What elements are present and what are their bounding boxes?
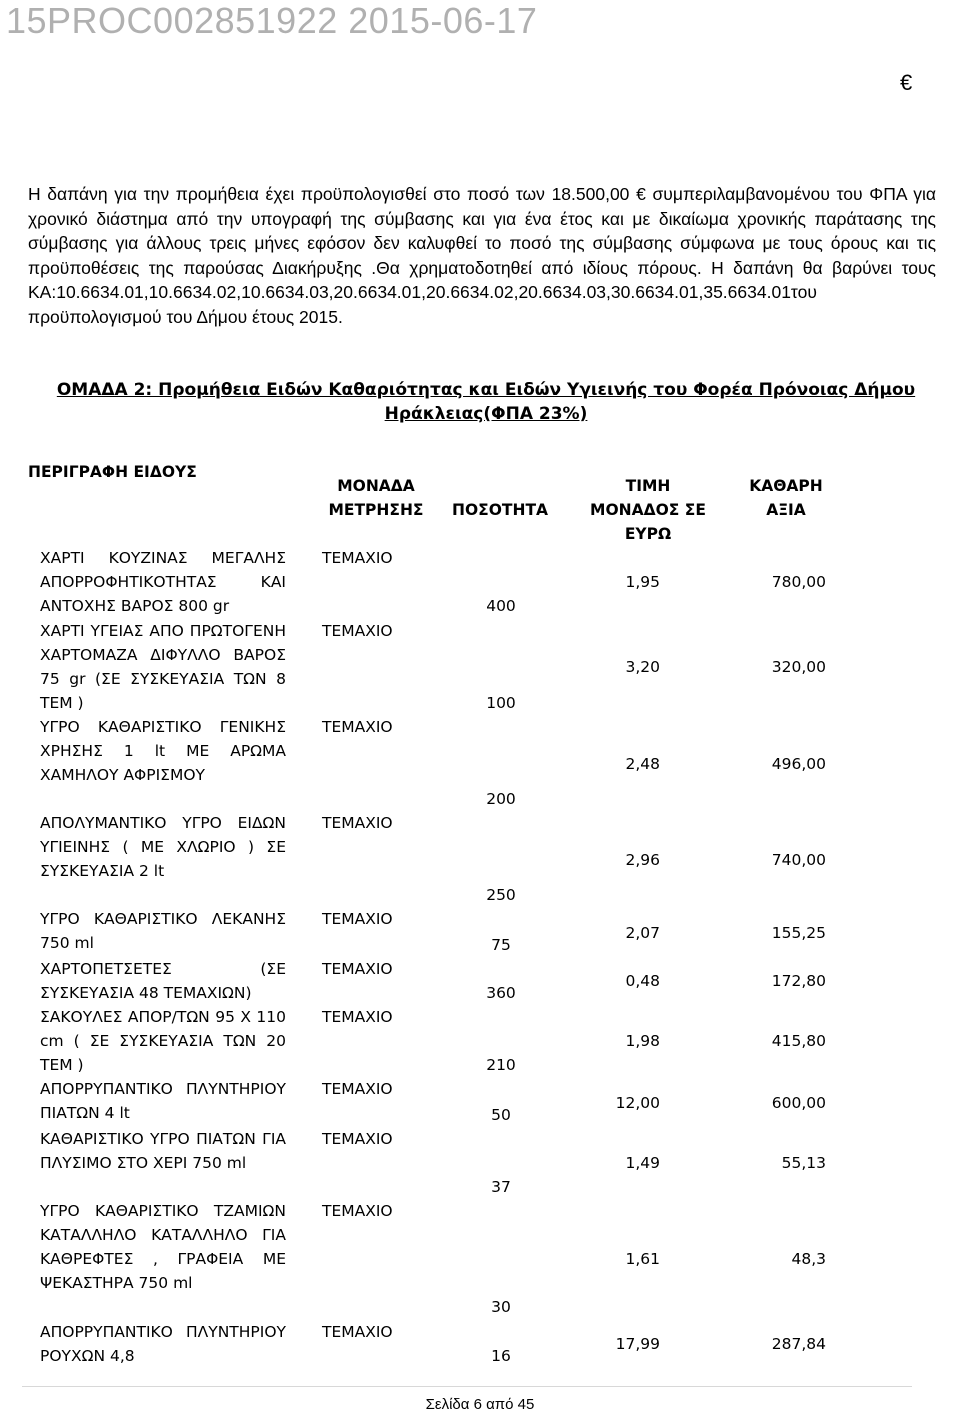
group-title-line2: Ηράκλειας(ΦΠΑ 23%) (384, 404, 588, 424)
item-unit: ΤΕΜΑΧΙΟ (322, 1323, 393, 1341)
header-quantity: ΠΟΣΟΤΗΤΑ (452, 501, 549, 519)
item-description: ΧΑΡΤΟΠΕΤΣΕΤΕΣ (ΣΕ ΣΥΣΚΕΥΑΣΙΑ 48 ΤΕΜΑΧΙΩΝ) (40, 960, 286, 1002)
item-unit: ΤΕΜΑΧΙΟ (322, 622, 393, 640)
item-description: ΑΠΟΛΥΜΑΝΤΙΚΟ ΥΓΡΟ ΕΙΔΩΝ ΥΓΙΕΙΝΗΣ ( ΜΕ ΧΛΩΡΙΟ ) ΣΕ ΣΥΣΚΕΥΑΣΙΑ 2 lt (40, 814, 286, 880)
item-description: ΣΑΚΟΥΛΕΣ ΑΠΟΡ/ΤΩΝ 95 Χ 110 cm ( ΣΕ ΣΥΣΚΕΥΑΣΙΑ ΤΩΝ 20 ΤΕΜ ) (40, 1008, 286, 1074)
table-row (0, 907, 960, 957)
item-description: ΥΓΡΟ ΚΑΘΑΡΙΣΤΙΚΟ ΛΕΚΑΝΗΣ 750 ml (40, 910, 286, 952)
item-net-value: 320,00 (771, 658, 826, 676)
item-unit: ΤΕΜΑΧΙΟ (322, 1008, 393, 1026)
group-title-line1: ΟΜΑΔΑ 2: Προμήθεια Ειδών Καθαριότητας και Ειδών Υγιεινής του Φορέα Πρόνοιας Δήμου (56, 380, 916, 400)
item-unit: ΤΕΜΑΧΙΟ (322, 549, 393, 567)
item-quantity: 360 (486, 984, 516, 1002)
item-net-value: 780,00 (771, 573, 826, 591)
item-quantity: 250 (486, 886, 516, 904)
item-unit-price: 2,07 (625, 924, 660, 942)
item-unit-price: 1,95 (625, 573, 660, 591)
item-net-value: 155,25 (771, 924, 826, 942)
item-quantity: 50 (491, 1106, 511, 1124)
item-quantity: 30 (491, 1298, 511, 1316)
item-unit: ΤΕΜΑΧΙΟ (322, 1202, 393, 1220)
intro-paragraph (28, 182, 936, 329)
item-net-value: 600,00 (771, 1094, 826, 1112)
table-row (0, 1320, 960, 1370)
group-title (12, 378, 960, 426)
item-description: ΚΑΘΑΡΙΣΤΙΚΟ ΥΓΡΟ ΠΙΑΤΩΝ ΓΙΑ ΠΛΥΣΙΜΟ ΣΤΟ ΧΕΡΙ 750 ml (40, 1130, 286, 1172)
item-quantity: 37 (491, 1178, 511, 1196)
item-description: ΑΠΟΡΡΥΠΑΝΤΙΚΟ ΠΛΥΝΤΗΡΙΟΥ ΡΟΥΧΩΝ 4,8 (40, 1323, 286, 1365)
item-unit-price: 1,98 (625, 1032, 660, 1050)
item-net-value: 287,84 (771, 1335, 826, 1353)
item-unit-price: 2,48 (625, 755, 660, 773)
item-unit-price: 3,20 (625, 658, 660, 676)
table-row (0, 1127, 960, 1199)
table-row (0, 957, 960, 1005)
table-row (0, 1077, 960, 1127)
header-description: ΠΕΡΙΓΡΑΦΗ ΕΙΔΟΥΣ (28, 463, 197, 481)
euro-symbol: € (900, 70, 913, 95)
item-unit: ΤΕΜΑΧΙΟ (322, 718, 393, 736)
item-quantity: 200 (486, 790, 516, 808)
item-net-value: 172,80 (771, 972, 826, 990)
document-id: 15PROC002851922 2015-06-17 (6, 0, 538, 41)
item-unit-price: 12,00 (615, 1094, 660, 1112)
item-net-value: 496,00 (771, 755, 826, 773)
item-unit-price: 2,96 (625, 851, 660, 869)
item-unit-price: 0,48 (625, 972, 660, 990)
item-net-value: 55,13 (781, 1154, 826, 1172)
item-quantity: 75 (491, 936, 511, 954)
table-row (0, 1005, 960, 1077)
item-description: ΧΑΡΤΙ ΚΟΥΖΙΝΑΣ ΜΕΓΑΛΗΣ ΑΠΟΡΡΟΦΗΤΙΚΟΤΗΤΑΣ ΚΑΙ ΑΝΤΟΧΗΣ ΒΑΡΟΣ 800 gr (40, 549, 286, 615)
table-row (0, 619, 960, 715)
item-description: ΧΑΡΤΙ ΥΓΕΙΑΣ ΑΠΟ ΠΡΩΤΟΓΕΝΗ ΧΑΡΤΟΜΑΖΑ ΔΙΦΥΛΛΟ ΒΑΡΟΣ 75 gr (ΣΕ ΣΥΣΚΕΥΑΣΙΑ ΤΩΝ 8 ΤΕΜ ) (40, 622, 286, 712)
item-unit-price: 1,49 (625, 1154, 660, 1172)
item-unit: ΤΕΜΑΧΙΟ (322, 814, 393, 832)
item-quantity: 400 (486, 597, 516, 615)
item-net-value: 415,80 (771, 1032, 826, 1050)
item-net-value: 740,00 (771, 851, 826, 869)
page-number: Σελίδα 6 από 45 (425, 1396, 535, 1413)
table-row (0, 1199, 960, 1319)
item-quantity: 100 (486, 694, 516, 712)
table-row (0, 546, 960, 618)
footer-divider (22, 1386, 912, 1387)
intro-text: Η δαπάνη για την προμήθεια έχει προϋπολογισθεί στο ποσό των 18.500,00 € συμπεριλαμβανομένου του ΦΠΑ για χρονικό διάστημα από την υπογραφή της σύμβασης και για ένα έτος και με δικαίωμα χρονικής παράτασης της σύμβασης για άλλους τρεις μήνες εφόσον δεν καλυφθεί το ποσό της σύμβασης σύμφωνα με τους όρους και τις προϋποθέσεις της παρούσας Διακήρυξης .Θα χρηματοδοτηθεί από ιδίους πόρους. Η δαπάνη θα βαρύνει τους ΚΑ:10.6634.01,10.6634.02,10.6634.03,20.6634.01,20.6634.02,20.6634.03,30.6634.01,35.6634.01του προϋπολογισμού του Δήμου έτους 2015. (28, 184, 936, 327)
item-description: ΑΠΟΡΡΥΠΑΝΤΙΚΟ ΠΛΥΝΤΗΡΙΟΥ ΠΙΑΤΩΝ 4 lt (40, 1080, 286, 1122)
item-unit: ΤΕΜΑΧΙΟ (322, 910, 393, 928)
item-unit-price: 1,61 (625, 1250, 660, 1268)
header-net-value: ΚΑΘΑΡΗ ΑΞΙΑ (749, 477, 823, 519)
header-unit-price: ΤΙΜΗ ΜΟΝΑΔΟΣ ΣΕ ΕΥΡΩ (590, 477, 706, 543)
table-row (0, 811, 960, 907)
item-quantity: 210 (486, 1056, 516, 1074)
item-description: ΥΓΡΟ ΚΑΘΑΡΙΣΤΙΚΟ ΤΖΑΜΙΩΝ ΚΑΤΑΛΛΗΛΟ ΚΑΤΑΛΛΗΛΟ ΓΙΑ ΚΑΘΡΕΦΤΕΣ , ΓΡΑΦΕΙΑ ΜΕ ΨΕΚΑΣΤΗΡΑ 750 ml (40, 1202, 286, 1292)
table-row (0, 715, 960, 811)
header-unit: ΜΟΝΑΔΑ ΜΕΤΡΗΣΗΣ (328, 477, 424, 519)
item-unit: ΤΕΜΑΧΙΟ (322, 1130, 393, 1148)
item-quantity: 16 (491, 1347, 511, 1365)
item-description: ΥΓΡΟ ΚΑΘΑΡΙΣΤΙΚΟ ΓΕΝΙΚΗΣ ΧΡΗΣΗΣ 1 lt ΜΕ ΑΡΩΜΑ ΧΑΜΗΛΟΥ ΑΦΡΙΣΜΟΥ (40, 718, 286, 784)
item-net-value: 48,3 (791, 1250, 826, 1268)
item-unit: ΤΕΜΑΧΙΟ (322, 960, 393, 978)
item-unit-price: 17,99 (615, 1335, 660, 1353)
item-unit: ΤΕΜΑΧΙΟ (322, 1080, 393, 1098)
